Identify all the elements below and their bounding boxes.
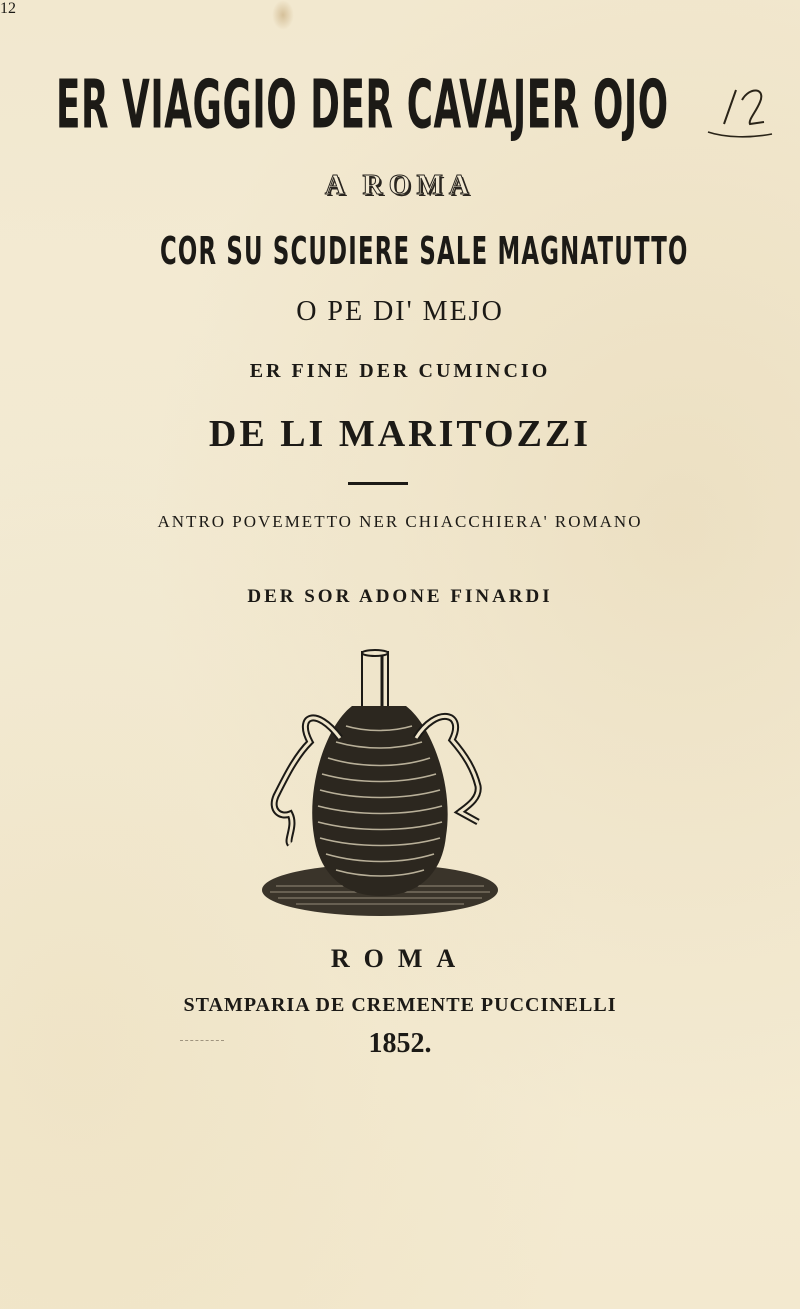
divider-rule bbox=[348, 482, 408, 485]
handwritten-number-icon bbox=[706, 80, 776, 140]
place-line: A ROMA bbox=[324, 170, 476, 201]
paper-stain bbox=[272, 0, 294, 30]
subtitle-line-2: O PE DI' MEJO bbox=[296, 296, 504, 327]
subtitle-line-1: COR SU SCUDIERE SALE MAGNATUTTO bbox=[159, 229, 689, 273]
title-page: ER VIAGGIO DER CAVAJER OJO 12 A ROMA COR SU SCUDIERE SALE MAGNATUTTO O PE DI' MEJO ER FINE DER CUMINCIO DE LI MARITOZZI ANTRO POVEMETTO NER CHIACCHIERA' ROMANO DER SOR ADONE FINARDI ROMA STAMPARIA DE CREMENTE PUCCINELLI 1852. bbox=[0, 0, 800, 1309]
subtitle-line-4: DE LI MARITOZZI bbox=[208, 413, 592, 455]
imprint-printer: STAMPARIA DE CREMENTE PUCCINELLI bbox=[183, 994, 617, 1016]
subtitle-line-3: ER FINE DER CUMINCIO bbox=[249, 360, 551, 382]
author-line: DER SOR ADONE FINARDI bbox=[247, 586, 553, 607]
description-line: ANTRO POVEMETTO NER CHIACCHIERA' ROMANO bbox=[157, 512, 643, 531]
imprint-city: ROMA bbox=[330, 944, 470, 973]
book-title: ER VIAGGIO DER CAVAJER OJO bbox=[56, 66, 669, 145]
imprint-year: 1852. bbox=[368, 1028, 432, 1059]
wicker-flask-illustration-icon bbox=[256, 646, 506, 926]
